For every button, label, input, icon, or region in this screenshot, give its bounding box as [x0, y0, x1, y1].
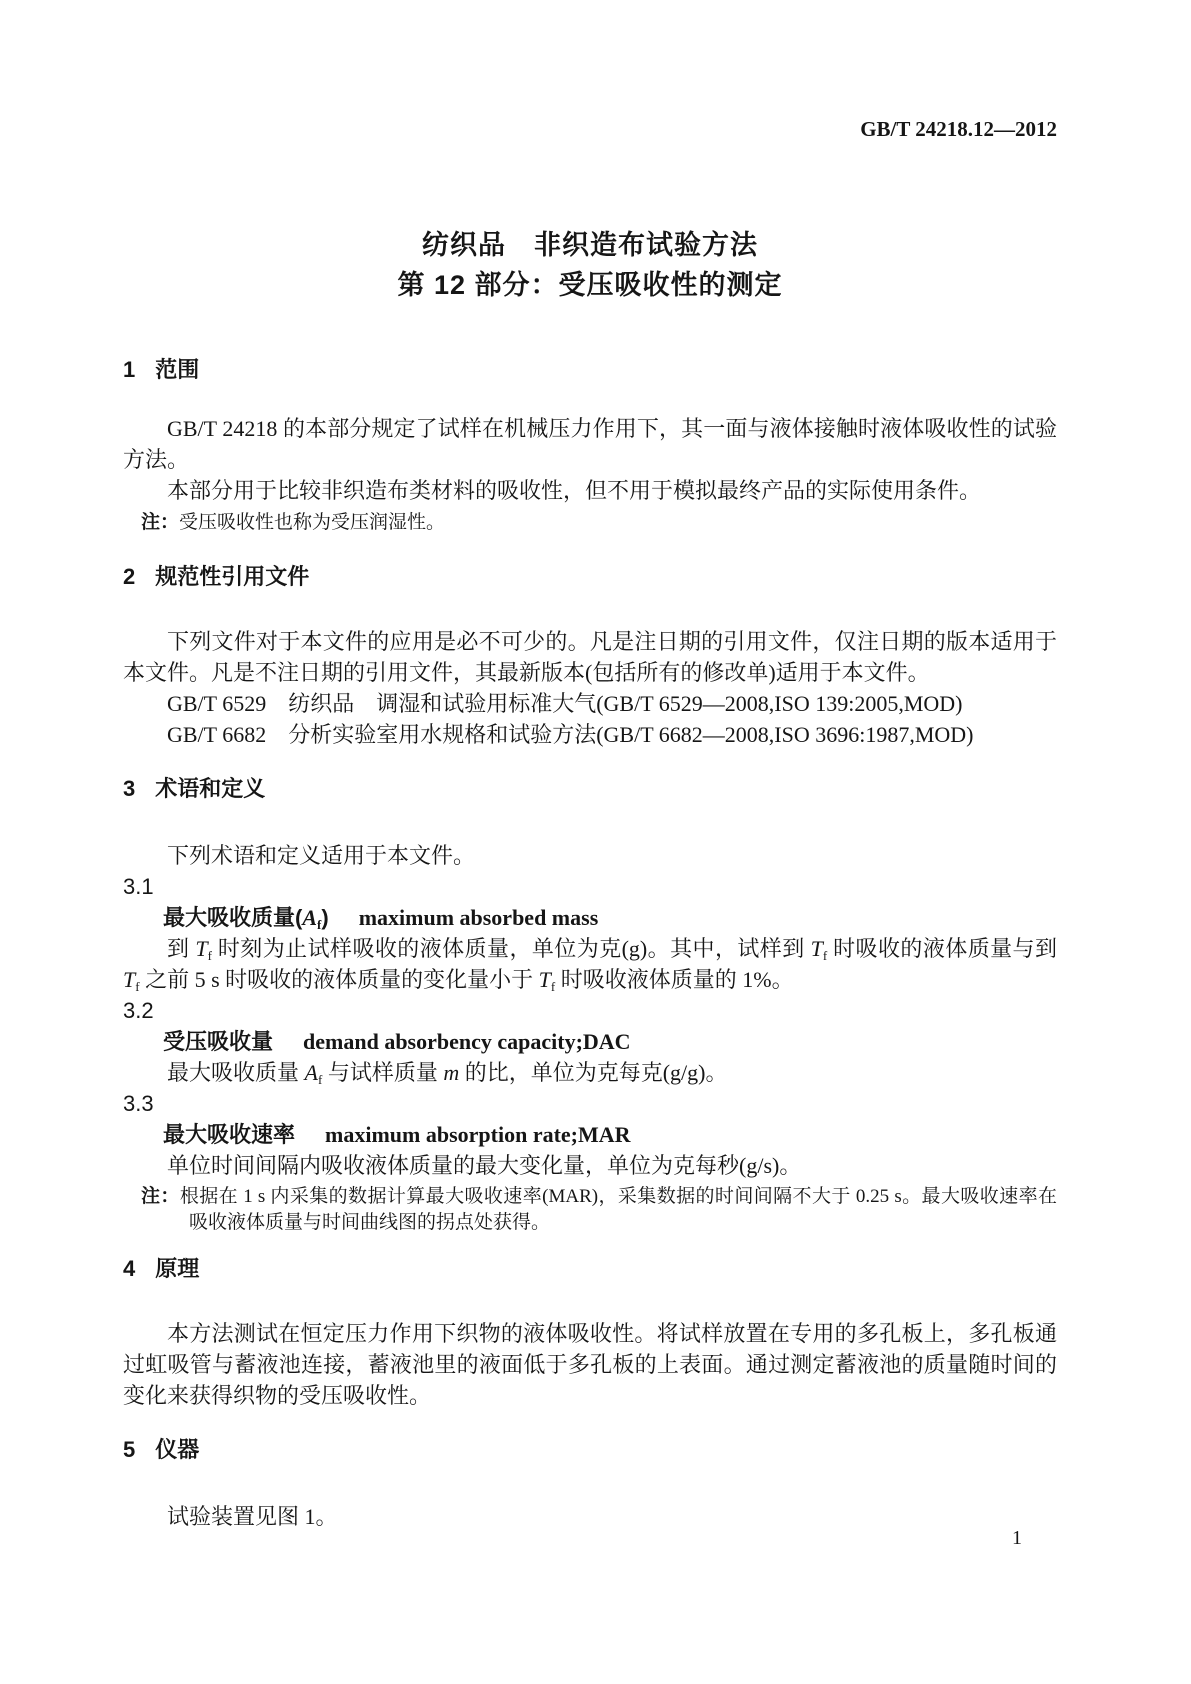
section-2-heading — [123, 566, 1057, 588]
document-content — [123, 0, 1057, 1532]
document-title-line1: 纺织品 非织造布试验方法 — [422, 230, 758, 260]
section-1-heading — [123, 359, 1057, 381]
section-5-paragraph-1: 试验装置见图 1。 — [167, 1504, 338, 1529]
clause-3-1-definition: 到 $T_f$ 时刻为止试样吸收的液体质量，单位为克(g)。其中，试样到 $T_f$ 时吸收的液体质量与到 $T_f$ 之前 5 s 时吸收的液体质量的变化量小于 $T_f$ 时吸收液体质量的 1%。 — [123, 936, 1057, 994]
clause-3-3-number: 3.3 — [123, 1091, 154, 1116]
section-5-title: 仪器 — [155, 1437, 200, 1462]
standard-code: GB/T 24218.12—2012 — [860, 117, 1057, 141]
clause-3-3-note-label: 注： — [141, 1186, 180, 1207]
section-3-heading — [123, 778, 1057, 800]
clause-3-3-note-text: 根据在 1 s 内采集的数据计算最大吸收速率(MAR)，采集数据的时间间隔不大于 0.25 s。最大吸收速率在吸收液体质量与时间曲线图的拐点处获得。 — [179, 1186, 1057, 1233]
section-1-note-text: 受压吸收性也称为受压润湿性。 — [179, 512, 446, 533]
section-4-number: 4 — [123, 1256, 136, 1281]
section-3-title: 术语和定义 — [155, 776, 266, 801]
section-3-intro: 下列术语和定义适用于本文件。 — [167, 843, 476, 868]
section-2-paragraph-1: 下列文件对于本文件的应用是必不可少的。凡是注日期的引用文件，仅注日期的版本适用于本文件。凡是不注日期的引用文件，其最新版本(包括所有的修改单)适用于本文件。 — [123, 629, 1057, 685]
section-2-reference-2: GB/T 6682 分析实验室用水规格和试验方法(GB/T 6682—2008,ISO 3696:1987,MOD) — [167, 722, 974, 747]
document-title-line2: 第 12 部分：受压吸收性的测定 — [397, 270, 783, 300]
section-4-title: 原理 — [155, 1256, 200, 1281]
page-number: 1 — [1012, 1527, 1022, 1549]
section-2-number: 2 — [123, 564, 136, 589]
section-2-title: 规范性引用文件 — [155, 564, 310, 589]
section-3-number: 3 — [123, 776, 136, 801]
section-1-note-label: 注： — [141, 512, 180, 533]
clause-3-1-term: 最大吸收质量$(A_f)$ maximum absorbed mass — [163, 905, 599, 932]
clause-3-2-definition: 最大吸收质量 $A_f$ 与试样质量 m 的比，单位为克每克(g/g)。 — [167, 1060, 728, 1087]
clause-3-2-term: 受压吸收量 demand absorbency capacity;DAC — [163, 1029, 631, 1054]
section-2-reference-1: GB/T 6529 纺织品 调湿和试验用标准大气(GB/T 6529—2008,ISO 139:2005,MOD) — [167, 691, 963, 716]
section-4-paragraph-1: 本方法测试在恒定压力作用下织物的液体吸收性。将试样放置在专用的多孔板上，多孔板通过虹吸管与蓄液池连接，蓄液池里的液面低于多孔板的上表面。通过测定蓄液池的质量随时间的变化来获得织物的受压吸收性。 — [123, 1321, 1057, 1408]
section-1-paragraph-1: GB/T 24218 的本部分规定了试样在机械压力作用下，其一面与液体接触时液体吸收性的试验方法。 — [123, 416, 1057, 472]
section-4-heading — [123, 1258, 1057, 1280]
section-1-number: 1 — [123, 357, 136, 382]
section-1-paragraph-2: 本部分用于比较非织造布类材料的吸收性，但不用于模拟最终产品的实际使用条件。 — [167, 478, 982, 503]
clause-3-3-note — [141, 1184, 1057, 1236]
clause-3-3-definition: 单位时间间隔内吸收液体质量的最大变化量，单位为克每秒(g/s)。 — [167, 1153, 802, 1178]
clause-3-3-term: 最大吸收速率 maximum absorption rate;MAR — [163, 1122, 631, 1147]
clause-3-1-number: 3.1 — [123, 874, 154, 899]
section-5-number: 5 — [123, 1437, 136, 1462]
section-1-note — [141, 510, 1057, 536]
section-1-title: 范围 — [155, 357, 200, 382]
clause-3-2-number: 3.2 — [123, 998, 154, 1023]
section-5-heading — [123, 1439, 1057, 1461]
document-title — [123, 225, 1057, 305]
